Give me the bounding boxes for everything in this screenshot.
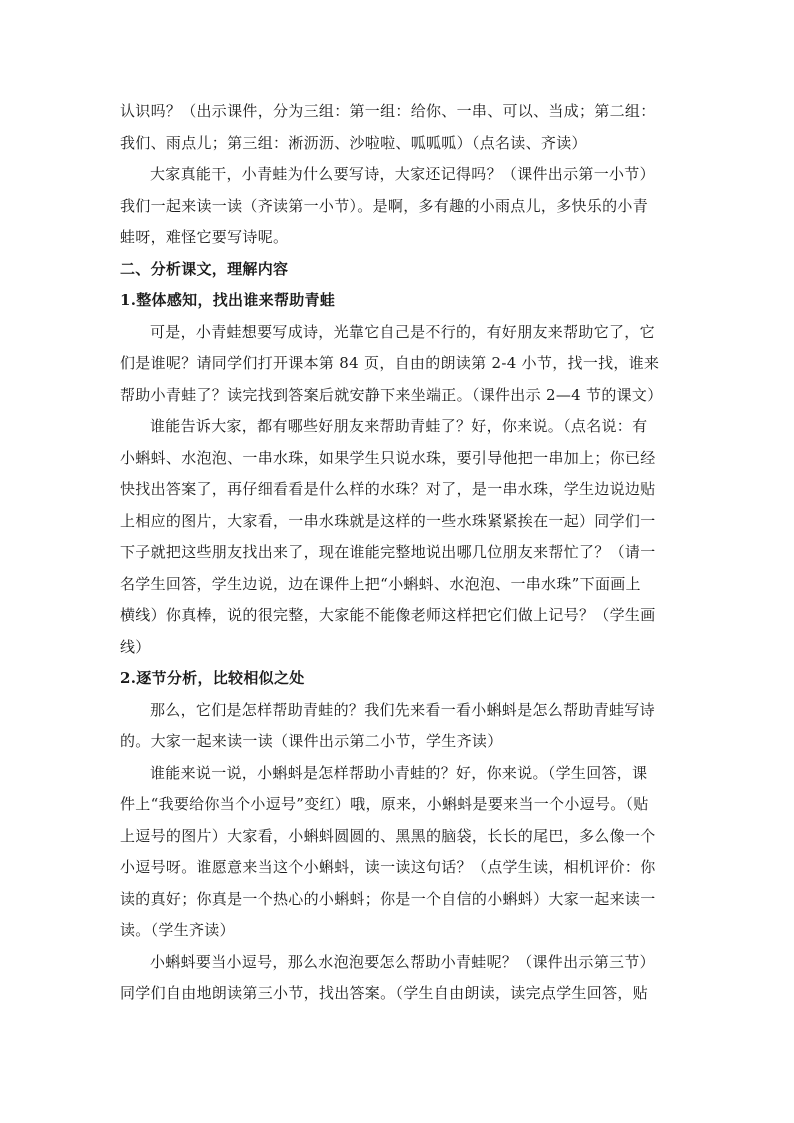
text-line: 大家真能干，小青蛙为什么要写诗，大家还记得吗？（课件出示第一小节）: [150, 165, 655, 183]
text-line: 认识吗？（出示课件，分为三组：第一组：给你、一串、可以、当成；第二组：: [120, 102, 656, 120]
text-line: 下子就把这些朋友找出来了，现在谁能完整地说出哪几位朋友来帮忙了？（请一: [120, 543, 656, 561]
text-line: 可是，小青蛙想要写成诗，光靠它自己是不行的，有好朋友来帮助它了，它: [150, 322, 655, 341]
text-line: 读。（学生齐读）: [120, 921, 235, 939]
text-line: 我们、雨点儿；第三组：淅沥沥、沙啦啦、呱呱呱）（点名读、齐读）: [120, 133, 587, 152]
text-line: 上逗号的图片）大家看，小蝌蚪圆圆的、黑黑的脑袋，长长的尾巴，多么像一个: [120, 826, 656, 845]
text-line: 帮助小青蛙了？读完找到答案后就安静下来坐端正。（课件出示 2—4 节的课文）: [120, 385, 663, 404]
text-line: 件上“我要给你当个小逗号”变红）哦，原来，小蝌蚪是要来当一个小逗号。（贴: [120, 795, 649, 813]
section-heading: 二、分析课文，理解内容: [120, 259, 289, 278]
text-line: 小蝌蚪要当小逗号，那么水泡泡要怎么帮助小青蛙呢？（课件出示第三节）: [150, 952, 655, 971]
text-line: 小蝌蚪、水泡泡、一串水珠，如果学生只说水珠，要引导他把一串加上；你已经: [120, 448, 656, 467]
text-line: 上相应的图片，大家看，一串水珠就是这样的一些水珠紧紧挨在一起）同学们一: [120, 511, 656, 530]
text-line: 名学生回答，学生边说，边在课件上把“小蝌蚪、水泡泡、一串水珠”下面画上: [120, 574, 641, 593]
document-page: [120, 96, 686, 1010]
text-line: 小逗号呀。谁愿意来当这个小蝌蚪，读一读这句话？（点学生读，相机评价：你: [120, 858, 656, 876]
text-line: 们是谁呢？请同学们打开课本第 84 页，自由的朗读第 2-4 小节，找一找，谁来: [120, 354, 660, 372]
section-heading: 2.逐节分析，比较相似之处: [120, 669, 305, 687]
section-heading: 1.整体感知，找出谁来帮助青蛙: [120, 291, 336, 309]
text-line: 我们一起来读一读（齐读第一小节）。是啊，多有趣的小雨点儿，多快乐的小青: [120, 196, 649, 215]
text-line: 快找出答案了，再仔细看看是什么样的水珠？对了，是一串水珠，学生边说边贴: [120, 480, 656, 498]
text-line: 横线）你真棒，说的很完整，大家能不能像老师这样把它们做上记号？（学生画: [120, 606, 656, 624]
text-line: 线）: [120, 637, 151, 656]
text-line: 同学们自由地朗读第三小节，找出答案。（学生自由朗读，读完点学生回答，贴: [120, 984, 649, 1002]
text-line: 谁能告诉大家，都有哪些好朋友来帮助青蛙了？好，你来说。（点名说：有: [150, 417, 648, 435]
text-line: 谁能来说一说，小蝌蚪是怎样帮助小青蛙的？好，你来说。（学生回答，课: [150, 763, 648, 782]
text-line: 的。大家一起来读一读（课件出示第二小节，学生齐读）: [120, 732, 503, 750]
text-line: 读的真好；你真是一个热心的小蝌蚪；你是一个自信的小蝌蚪）大家一起来读一: [120, 889, 656, 908]
text-line: 蛙呀，难怪它要写诗呢。: [120, 228, 289, 246]
text-line: 那么，它们是怎样帮助青蛙的？我们先来看一看小蝌蚪是怎么帮助青蛙写诗: [150, 700, 655, 719]
